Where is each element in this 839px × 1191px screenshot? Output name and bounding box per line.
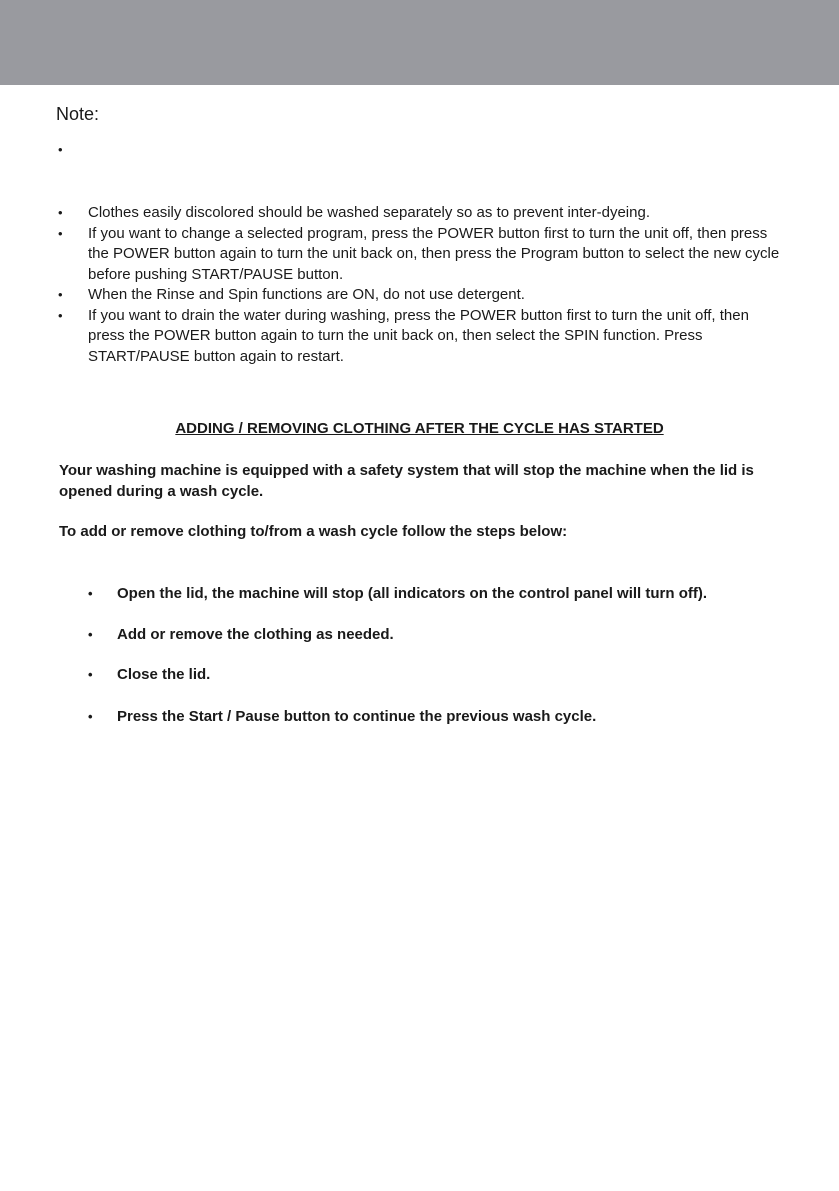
note-item-text: Clothes easily discolored should be washed separately so as to prevent inter-dyeing.	[88, 204, 650, 221]
bullet-icon: •	[58, 142, 63, 157]
step-text: Close the lid.	[117, 666, 211, 683]
step-text: Open the lid, the machine will stop (all indicators on the control panel will turn off).	[117, 585, 708, 602]
note-item-discolored	[58, 203, 788, 224]
header-band	[0, 0, 839, 85]
note-item-text: If you want to drain the water during washing, press the POWER button first to turn the unit off, then press the POWER button again to turn the unit back on, then select the SPIN function. Press START/PAUSE button again to restart.	[88, 306, 749, 365]
note-item-text: If you want to change a selected program, press the POWER button first to turn the unit off, then press the POWER button again to turn the unit back on, then press the Program button to select the new cycle before pushing START/PAUSE button.	[88, 224, 780, 283]
bullet-icon: •	[88, 586, 93, 601]
bullet-icon: •	[58, 307, 63, 323]
bullet-icon: •	[88, 667, 93, 682]
note-item-text: When the Rinse and Spin functions are ON, do not use detergent.	[88, 286, 525, 303]
step-press-start	[88, 707, 817, 727]
step-text: Press the Start / Pause button to continue the previous wash cycle.	[117, 708, 597, 725]
note-item-change-program	[58, 224, 788, 286]
bullet-icon: •	[58, 205, 63, 220]
bullet-icon: •	[58, 287, 63, 302]
section-title	[0, 419, 839, 439]
steps-intro: To add or remove clothing to/from a wash cycle follow the steps below:	[59, 523, 568, 540]
bullet-icon: •	[88, 627, 93, 642]
note-item-rinse-spin	[58, 285, 788, 306]
bullet-icon: •	[88, 709, 93, 724]
step-add-remove	[88, 625, 817, 645]
note-list	[58, 140, 788, 367]
step-open-lid	[88, 584, 817, 604]
safety-intro: Your washing machine is equipped with a safety system that will stop the machine when the lid is opened during a wash cycle.	[59, 462, 754, 500]
note-item-empty	[58, 140, 788, 160]
note-heading: Note:	[56, 104, 100, 124]
note-item-drain-water	[58, 306, 788, 368]
section-title-text: ADDING / REMOVING CLOTHING AFTER THE CYCLE HAS STARTED	[175, 420, 664, 437]
step-close-lid	[88, 665, 817, 685]
bullet-icon: •	[58, 225, 63, 241]
step-text: Add or remove the clothing as needed.	[117, 626, 394, 643]
